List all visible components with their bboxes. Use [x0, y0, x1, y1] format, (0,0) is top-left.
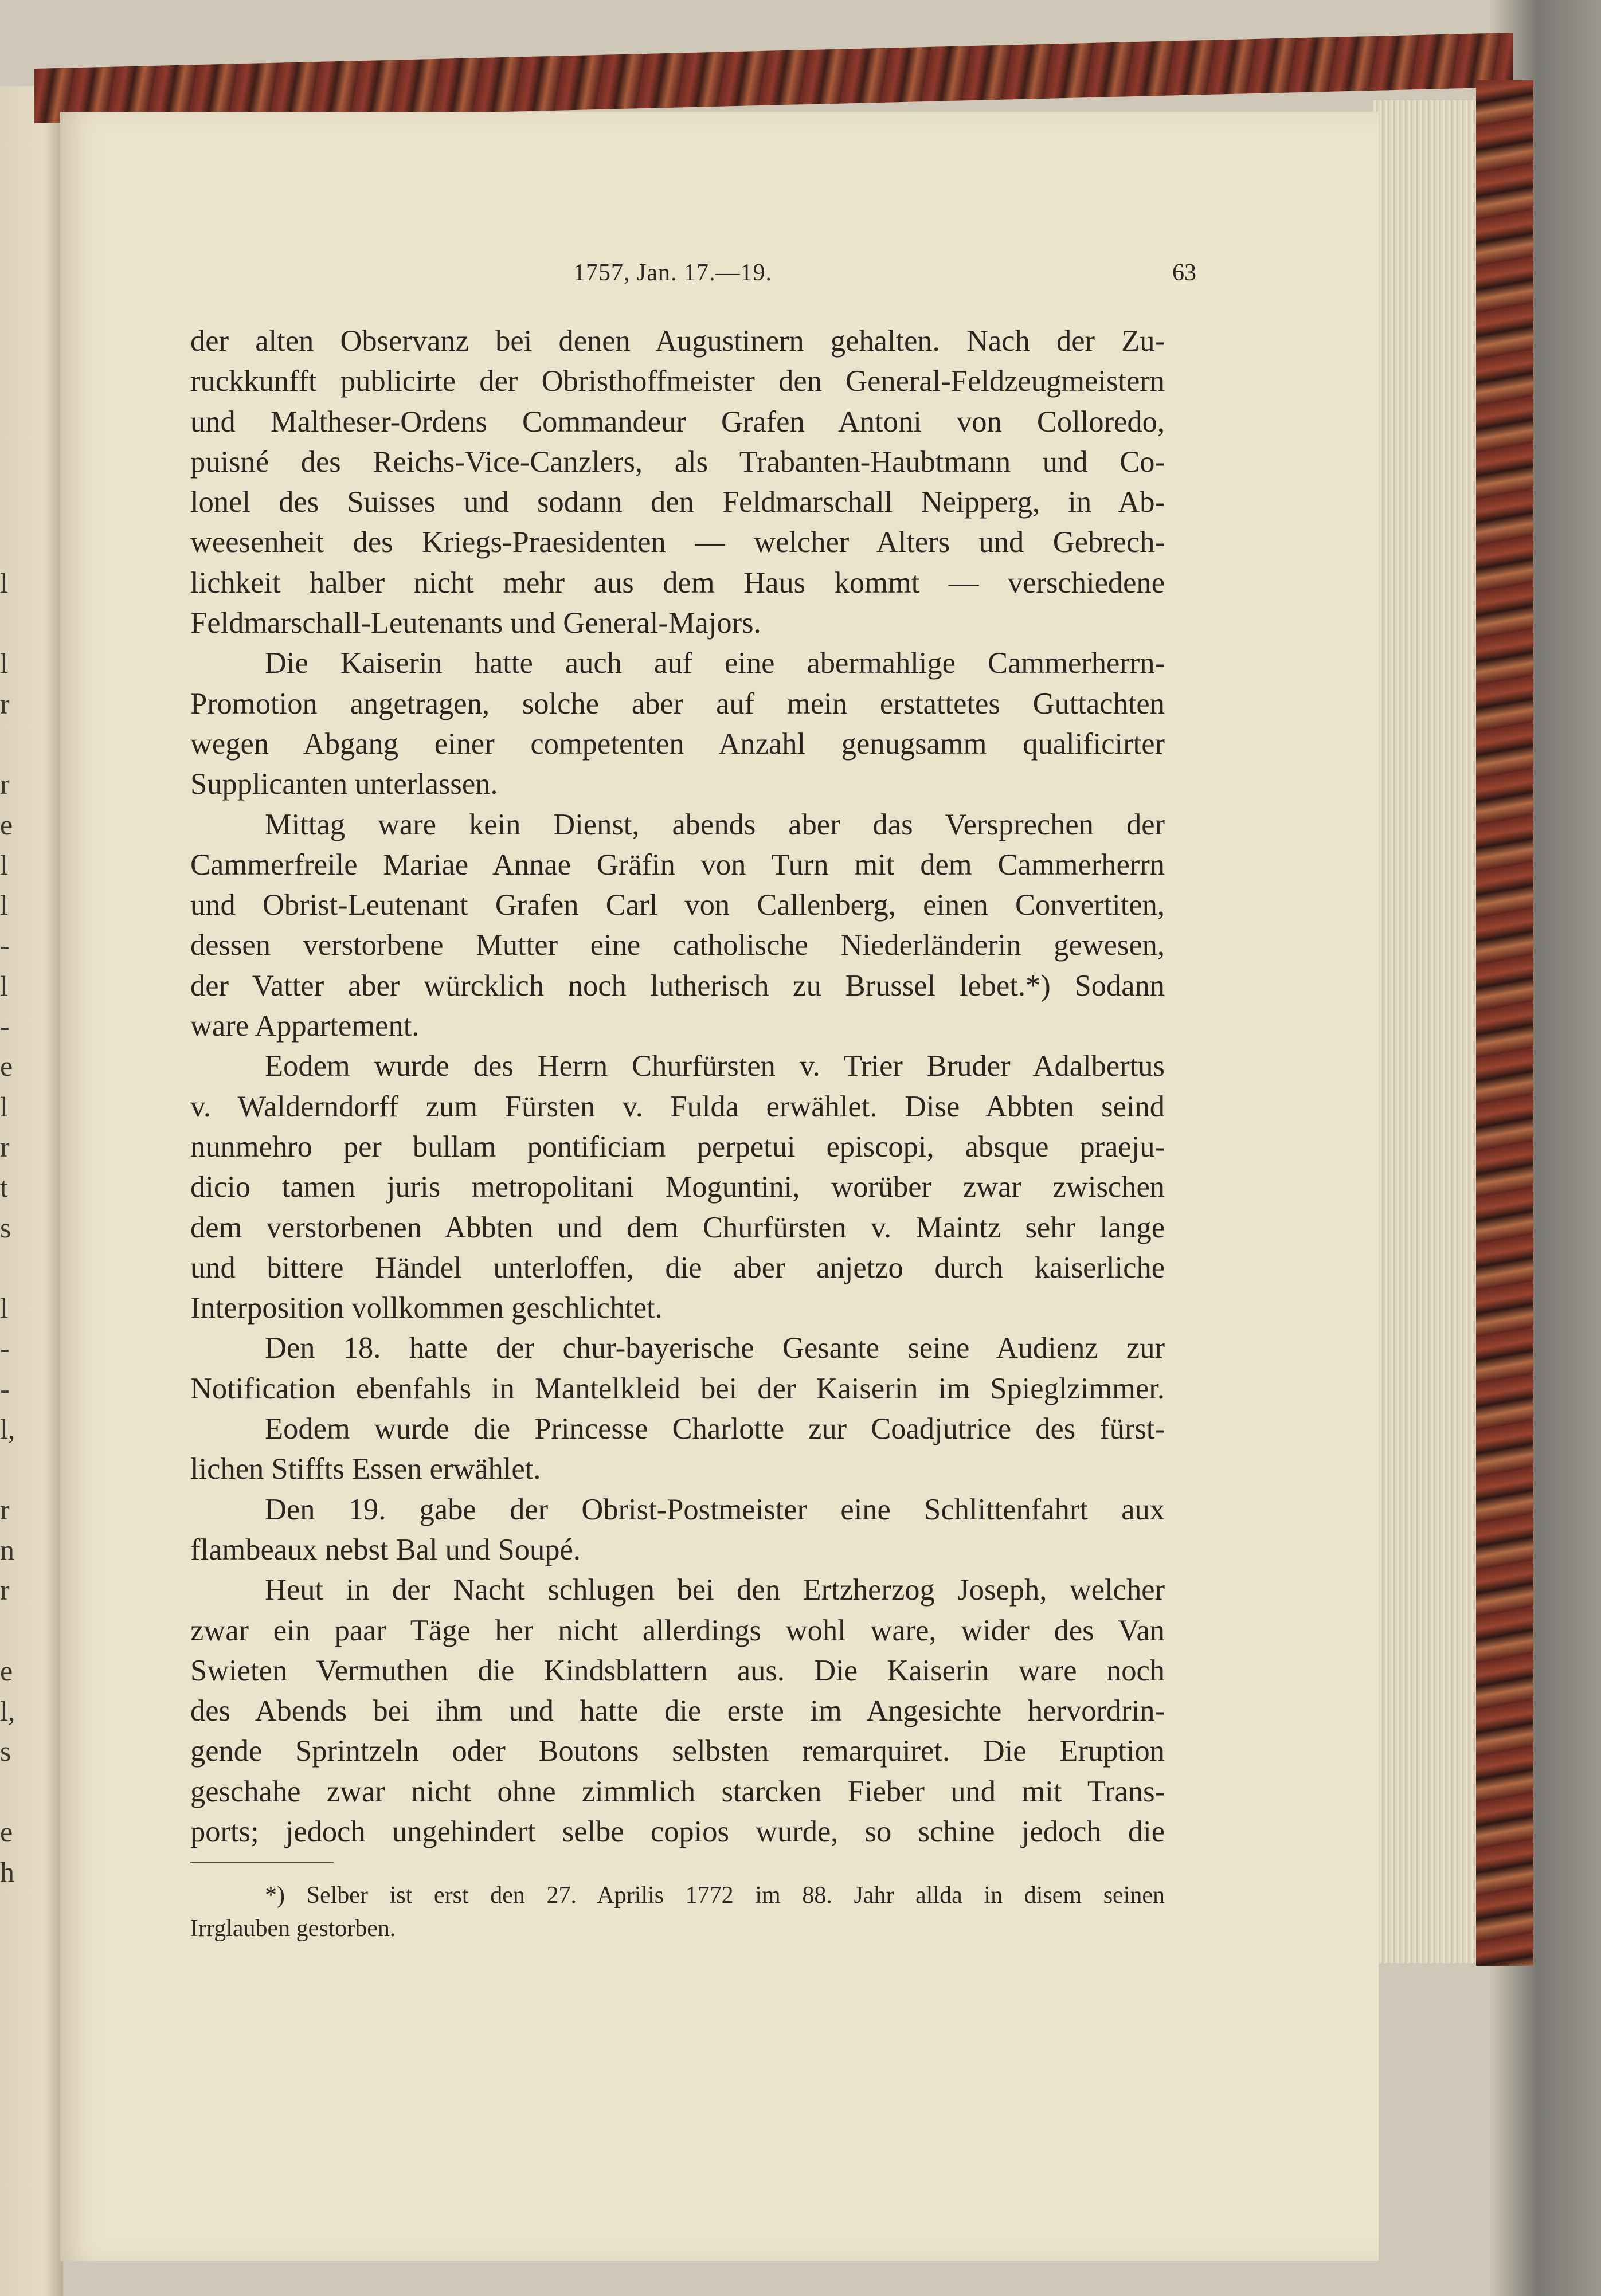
- text-line: gende Sprintzeln oder Boutons selbsten remarquiret. Die Eruption: [190, 1734, 1165, 1768]
- facing-page-fragments: [0, 321, 17, 1893]
- footnote-line: Irrglauben gestorben.: [190, 1915, 396, 1942]
- page-number: 63: [1172, 260, 1196, 286]
- body-text: [190, 321, 1165, 1852]
- text-line: dem verstorbenen Abbten und dem Churfürsten v. Maintz sehr lange: [190, 1210, 1165, 1244]
- margin-glyph: e: [0, 1050, 13, 1083]
- text-line: lonel des Suisses und sodann den Feldmarschall Neipperg, in Ab-: [190, 485, 1165, 519]
- text-line: des Abends bei ihm und hatte die erste im Angesichte hervordrin-: [190, 1694, 1165, 1728]
- text-line: nunmehro per bullam pontificiam perpetui episcopi, absque praeju-: [190, 1130, 1165, 1163]
- text-line: Cammerfreile Mariae Annae Gräfin von Turn mit dem Cammerherrn: [190, 848, 1165, 881]
- text-line: Supplicanten unterlassen.: [190, 767, 498, 801]
- margin-glyph: [0, 321, 17, 361]
- text-line: Den 18. hatte der chur-bayerische Gesante seine Audienz zur: [265, 1331, 1165, 1365]
- text-line: zwar ein paar Täge her nicht allerdings wohl ware, wider des Van: [190, 1613, 1165, 1647]
- margin-glyph: [0, 1611, 17, 1651]
- margin-glyph: r: [0, 687, 10, 720]
- book-cover-right-edge: [1476, 80, 1533, 1966]
- margin-glyph: n: [0, 1533, 14, 1566]
- margin-glyph: [0, 361, 17, 401]
- margin-glyph: h: [0, 1856, 14, 1888]
- margin-glyph: [0, 522, 17, 562]
- text-line: puisné des Reichs-Vice-Canzlers, als Trabanten-Haubtmann und Co-: [190, 445, 1165, 479]
- text-line: dicio tamen juris metropolitani Moguntini, worüber zwar zwischen: [190, 1170, 1165, 1204]
- text-line: Promotion angetragen, solche aber auf mein erstattetes Guttachten: [190, 687, 1165, 720]
- text-line: Notification ebenfahls in Mantelkleid bei der Kaiserin im Spieglzimmer.: [190, 1372, 1165, 1405]
- text-line: v. Walderndorff zum Fürsten v. Fulda erwählet. Dise Abbten seind: [190, 1090, 1165, 1123]
- text-line: flambeaux nebst Bal und Soupé.: [190, 1533, 581, 1566]
- margin-glyph: -: [0, 929, 10, 962]
- text-line: und Maltheser-Ordens Commandeur Grafen Antoni von Colloredo,: [190, 405, 1165, 438]
- text-line: der alten Observanz bei denen Augustinern gehalten. Nach der Zu-: [190, 324, 1165, 358]
- text-line: Heut in der Nacht schlugen bei den Ertzherzog Joseph, welcher: [265, 1573, 1165, 1607]
- margin-glyph: l,: [0, 1695, 15, 1727]
- margin-glyph: [0, 1449, 17, 1489]
- margin-glyph: l: [0, 848, 8, 881]
- margin-glyph: r: [0, 1574, 10, 1607]
- margin-glyph: l: [0, 647, 8, 680]
- margin-glyph: l,: [0, 1413, 15, 1445]
- margin-glyph: e: [0, 808, 13, 841]
- margin-glyph: r: [0, 768, 10, 801]
- text-line: weesenheit des Kriegs-Praesidenten — welcher Alters und Gebrech-: [190, 526, 1165, 559]
- margin-glyph: l: [0, 566, 8, 599]
- text-line: lichkeit halber nicht mehr aus dem Haus kommt — verschiedene: [190, 566, 1165, 600]
- margin-glyph: [0, 1772, 17, 1812]
- margin-glyph: [0, 1248, 17, 1288]
- margin-glyph: [0, 724, 17, 764]
- margin-glyph: s: [0, 1211, 11, 1244]
- text-line: ruckkunfft publicirte der Obristhoffmeister den General-Feldzeugmeistern: [190, 365, 1165, 398]
- margin-glyph: -: [0, 1372, 10, 1405]
- text-line: und Obrist-Leutenant Grafen Carl von Callenberg, einen Convertiten,: [190, 888, 1165, 922]
- text-line: Mittag ware kein Dienst, abends aber das Versprechen der: [265, 808, 1165, 841]
- text-line: lichen Stiffts Essen erwählet.: [190, 1452, 541, 1486]
- margin-glyph: s: [0, 1735, 11, 1768]
- text-line: und bittere Händel unterloffen, die aber anjetzo durch kaiserliche: [190, 1251, 1165, 1284]
- text-line: ports; jedoch ungehindert selbe copios wurde, so schine jedoch die: [190, 1815, 1165, 1848]
- text-line: Die Kaiserin hatte auch auf eine abermahlige Cammerherrn-: [265, 647, 1165, 680]
- margin-glyph: -: [0, 1010, 10, 1043]
- text-line: dessen verstorbene Mutter eine catholische Niederländerin gewesen,: [190, 928, 1165, 962]
- margin-glyph: [0, 603, 17, 643]
- text-line: Eodem wurde des Herrn Churfürsten v. Trier Bruder Adalbertus: [265, 1049, 1165, 1083]
- text-line: Eodem wurde die Princesse Charlotte zur Coadjutrice des fürst-: [265, 1412, 1165, 1446]
- margin-glyph: [0, 442, 17, 482]
- text-line: ware Appartement.: [190, 1009, 420, 1043]
- margin-glyph: e: [0, 1654, 13, 1687]
- margin-glyph: e: [0, 1815, 13, 1848]
- text-line: Feldmarschall-Leutenants und General-Majors.: [190, 606, 761, 640]
- margin-glyph: r: [0, 1493, 10, 1526]
- margin-glyph: r: [0, 1130, 10, 1163]
- text-line: Interposition vollkommen geschlichtet.: [190, 1291, 663, 1325]
- margin-glyph: [0, 482, 17, 522]
- footnote-line: *) Selber ist erst den 27. Aprilis 1772 im 88. Jahr allda in disem seinen: [265, 1882, 1165, 1909]
- running-title: 1757, Jan. 17.—19.: [573, 260, 772, 286]
- margin-glyph: [0, 402, 17, 442]
- page-header: [0, 259, 1601, 293]
- footnote: [190, 1879, 1165, 1945]
- margin-glyph: l: [0, 1090, 8, 1123]
- margin-glyph: -: [0, 1332, 10, 1365]
- footnote-rule: [190, 1862, 334, 1863]
- text-line: Den 19. gabe der Obrist-Postmeister eine Schlittenfahrt aux: [265, 1492, 1165, 1526]
- page-stack-edge: [1373, 100, 1476, 1963]
- margin-glyph: l: [0, 889, 8, 922]
- margin-glyph: l: [0, 1292, 8, 1325]
- text-line: wegen Abgang einer competenten Anzahl genugsamm qualificirter: [190, 727, 1165, 761]
- text-line: geschahe zwar nicht ohne zimmlich starcken Fieber und mit Trans-: [190, 1774, 1165, 1808]
- margin-glyph: l: [0, 969, 8, 1002]
- text-line: der Vatter aber würcklich noch lutherisch zu Brussel lebet.*) Sodann: [190, 969, 1165, 1002]
- text-line: Swieten Vermuthen die Kindsblattern aus. Die Kaiserin ware noch: [190, 1654, 1165, 1687]
- margin-glyph: t: [0, 1171, 8, 1204]
